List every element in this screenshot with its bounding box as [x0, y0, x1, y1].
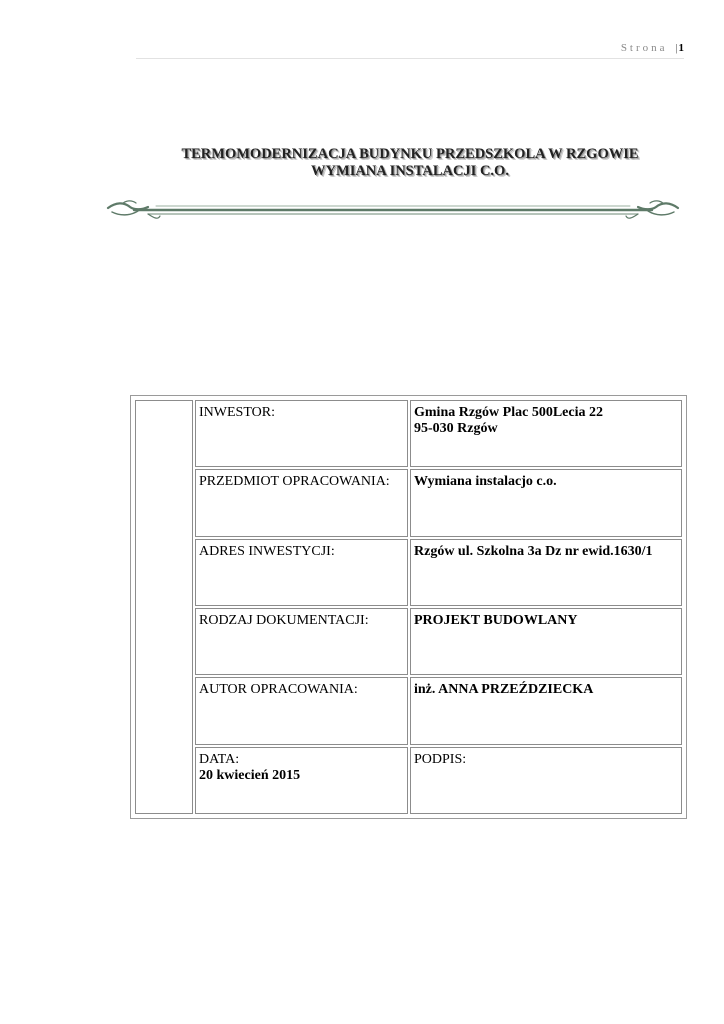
cell-label-investor: INWESTOR: — [195, 400, 408, 467]
investor-name: Gmina Rzgów Plac 500Lecia 22 — [414, 405, 603, 420]
table-row — [135, 677, 682, 744]
table-row — [135, 608, 682, 675]
page-header — [136, 42, 684, 59]
cell-signature: PODPIS: — [410, 747, 682, 814]
spacer-column — [135, 400, 193, 814]
date-label: DATA: — [199, 751, 240, 767]
table-row — [135, 747, 682, 814]
cell-label-subject: PRZEDMIOT OPRACOWANIA: — [195, 469, 408, 536]
cell-label-address: ADRES INWESTYCJI: — [195, 539, 408, 606]
cell-value-author: inż. ANNA PRZEŹDZIECKA — [410, 677, 682, 744]
cell-value-subject: Wymiana instalacjo c.o. — [410, 469, 682, 536]
title-line-1: TERMOMODERNIZACJA BUDYNKU PRZEDSZKOLA W RZGOWIE — [181, 146, 639, 162]
document-title — [100, 146, 720, 180]
cell-value-address: Rzgów ul. Szkolna 3a Dz nr ewid.1630/1 — [410, 539, 682, 606]
cell-value-investor — [410, 400, 682, 467]
page-separator: | — [675, 42, 678, 54]
cell-value-doc-type: PROJEKT BUDOWLANY — [410, 608, 682, 675]
investor-postal: 95-030 Rzgów — [414, 421, 498, 436]
title-line-2: WYMIANA INSTALACJI C.O. — [311, 163, 509, 179]
project-info-table — [130, 395, 687, 819]
cell-label-author: AUTOR OPRACOWANIA: — [195, 677, 408, 744]
cell-label-doc-type: RODZAJ DOKUMENTACJI: — [195, 608, 408, 675]
table-row — [135, 539, 682, 606]
decorative-divider-icon — [104, 196, 682, 224]
table-row — [135, 400, 682, 467]
date-value: 20 kwiecień 2015 — [199, 767, 301, 783]
table-row — [135, 469, 682, 536]
page-label: Strona — [620, 42, 668, 54]
cell-label-date — [195, 747, 408, 814]
page-number: 1 — [678, 42, 684, 54]
